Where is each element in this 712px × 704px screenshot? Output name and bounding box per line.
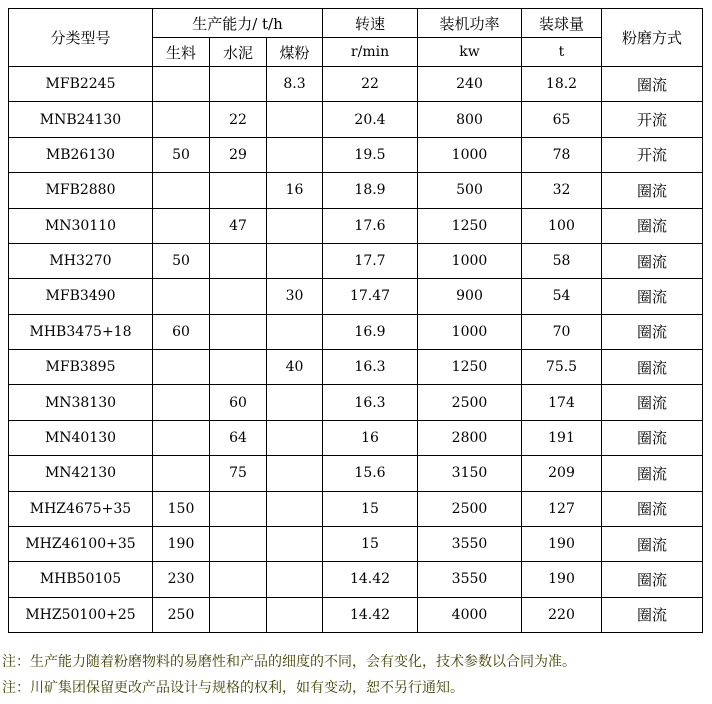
header-coal-powder: 煤粉 bbox=[267, 38, 323, 67]
table-row bbox=[9, 350, 703, 385]
cell-raw-material bbox=[153, 102, 210, 137]
cell-ball-load: 127 bbox=[522, 491, 602, 526]
cell-cement bbox=[210, 491, 267, 526]
cell-power: 4000 bbox=[418, 597, 522, 632]
cell-method: 圈流 bbox=[602, 67, 703, 102]
cell-ball-load: 78 bbox=[522, 137, 602, 172]
cell-model: MH3270 bbox=[9, 243, 153, 278]
cell-method: 圈流 bbox=[602, 491, 703, 526]
cell-method: 圈流 bbox=[602, 526, 703, 561]
cell-raw-material bbox=[153, 420, 210, 455]
table-row bbox=[9, 137, 703, 172]
cell-speed: 14.42 bbox=[323, 562, 418, 597]
cell-speed: 16 bbox=[323, 420, 418, 455]
cell-speed: 16.3 bbox=[323, 385, 418, 420]
cell-coal-powder: 16 bbox=[267, 173, 323, 208]
cell-ball-load: 75.5 bbox=[522, 350, 602, 385]
cell-cement: 29 bbox=[210, 137, 267, 172]
cell-power: 3550 bbox=[418, 526, 522, 561]
header-speed-unit: r/min bbox=[323, 38, 418, 67]
table-body bbox=[9, 67, 703, 633]
cell-coal-powder bbox=[267, 243, 323, 278]
cell-power: 2500 bbox=[418, 491, 522, 526]
cell-ball-load: 191 bbox=[522, 420, 602, 455]
cell-cement bbox=[210, 243, 267, 278]
spec-table bbox=[8, 8, 703, 633]
table-row bbox=[9, 597, 703, 632]
cell-model: MFB2245 bbox=[9, 67, 153, 102]
cell-power: 800 bbox=[418, 102, 522, 137]
table-row bbox=[9, 314, 703, 349]
cell-ball-load: 54 bbox=[522, 279, 602, 314]
cell-cement bbox=[210, 597, 267, 632]
cell-power: 1000 bbox=[418, 314, 522, 349]
cell-model: MHZ46100+35 bbox=[9, 526, 153, 561]
cell-speed: 17.6 bbox=[323, 208, 418, 243]
cell-model: MFB3895 bbox=[9, 350, 153, 385]
cell-cement bbox=[210, 562, 267, 597]
cell-raw-material: 50 bbox=[153, 137, 210, 172]
cell-power: 2500 bbox=[418, 385, 522, 420]
cell-ball-load: 65 bbox=[522, 102, 602, 137]
cell-speed: 16.3 bbox=[323, 350, 418, 385]
cell-raw-material bbox=[153, 385, 210, 420]
cell-speed: 15.6 bbox=[323, 456, 418, 491]
cell-power: 1250 bbox=[418, 208, 522, 243]
cell-coal-powder bbox=[267, 208, 323, 243]
footnote-capacity: 注：生产能力随着粉磨物料的易磨性和产品的细度的不同，会有变化，技术参数以合同为准。 bbox=[2, 654, 576, 670]
cell-model: MHZ4675+35 bbox=[9, 491, 153, 526]
cell-raw-material bbox=[153, 279, 210, 314]
cell-coal-powder bbox=[267, 314, 323, 349]
table-row bbox=[9, 279, 703, 314]
cell-cement: 60 bbox=[210, 385, 267, 420]
cell-method: 开流 bbox=[602, 102, 703, 137]
cell-speed: 17.7 bbox=[323, 243, 418, 278]
header-cement: 水泥 bbox=[210, 38, 267, 67]
cell-power: 1000 bbox=[418, 137, 522, 172]
header-capacity-group: 生产能力/ t/h bbox=[153, 9, 323, 38]
cell-cement bbox=[210, 314, 267, 349]
cell-coal-powder bbox=[267, 102, 323, 137]
table-row bbox=[9, 243, 703, 278]
cell-method: 圈流 bbox=[602, 562, 703, 597]
cell-speed: 18.9 bbox=[323, 173, 418, 208]
cell-ball-load: 190 bbox=[522, 526, 602, 561]
header-row-groups bbox=[9, 9, 703, 38]
table-row bbox=[9, 526, 703, 561]
cell-ball-load: 18.2 bbox=[522, 67, 602, 102]
cell-ball-load: 209 bbox=[522, 456, 602, 491]
cell-coal-powder bbox=[267, 456, 323, 491]
cell-ball-load: 70 bbox=[522, 314, 602, 349]
cell-method: 圈流 bbox=[602, 350, 703, 385]
cell-raw-material bbox=[153, 456, 210, 491]
header-raw-material: 生料 bbox=[153, 38, 210, 67]
cell-method: 圈流 bbox=[602, 279, 703, 314]
cell-speed: 16.9 bbox=[323, 314, 418, 349]
table-row bbox=[9, 456, 703, 491]
cell-raw-material bbox=[153, 67, 210, 102]
cell-cement: 22 bbox=[210, 102, 267, 137]
cell-cement bbox=[210, 173, 267, 208]
cell-speed: 14.42 bbox=[323, 597, 418, 632]
cell-power: 1000 bbox=[418, 243, 522, 278]
cell-speed: 22 bbox=[323, 67, 418, 102]
cell-coal-powder bbox=[267, 562, 323, 597]
cell-cement bbox=[210, 279, 267, 314]
cell-coal-powder bbox=[267, 491, 323, 526]
cell-raw-material: 250 bbox=[153, 597, 210, 632]
cell-method: 圈流 bbox=[602, 314, 703, 349]
header-ball-load: 装球量 bbox=[522, 9, 602, 38]
cell-model: MN38130 bbox=[9, 385, 153, 420]
table-row bbox=[9, 420, 703, 455]
cell-ball-load: 58 bbox=[522, 243, 602, 278]
cell-method: 圈流 bbox=[602, 173, 703, 208]
cell-method: 圈流 bbox=[602, 420, 703, 455]
cell-raw-material: 190 bbox=[153, 526, 210, 561]
cell-method: 圈流 bbox=[602, 597, 703, 632]
cell-raw-material bbox=[153, 173, 210, 208]
table-row bbox=[9, 385, 703, 420]
cell-method: 开流 bbox=[602, 137, 703, 172]
cell-model: MFB3490 bbox=[9, 279, 153, 314]
table-row bbox=[9, 173, 703, 208]
cell-ball-load: 174 bbox=[522, 385, 602, 420]
cell-cement: 64 bbox=[210, 420, 267, 455]
cell-coal-powder bbox=[267, 597, 323, 632]
cell-power: 2800 bbox=[418, 420, 522, 455]
cell-model: MNB24130 bbox=[9, 102, 153, 137]
cell-coal-powder bbox=[267, 526, 323, 561]
cell-raw-material: 230 bbox=[153, 562, 210, 597]
cell-model: MHB50105 bbox=[9, 562, 153, 597]
cell-power: 500 bbox=[418, 173, 522, 208]
cell-power: 3550 bbox=[418, 562, 522, 597]
cell-coal-powder: 8.3 bbox=[267, 67, 323, 102]
cell-model: MB26130 bbox=[9, 137, 153, 172]
cell-speed: 15 bbox=[323, 491, 418, 526]
cell-cement: 47 bbox=[210, 208, 267, 243]
header-method: 粉磨方式 bbox=[602, 9, 703, 67]
cell-method: 圈流 bbox=[602, 456, 703, 491]
cell-cement bbox=[210, 350, 267, 385]
cell-speed: 19.5 bbox=[323, 137, 418, 172]
footnotes bbox=[2, 649, 710, 701]
cell-method: 圈流 bbox=[602, 208, 703, 243]
table-row bbox=[9, 491, 703, 526]
cell-coal-powder bbox=[267, 385, 323, 420]
cell-method: 圈流 bbox=[602, 385, 703, 420]
cell-coal-powder: 40 bbox=[267, 350, 323, 385]
cell-model: MHZ50100+25 bbox=[9, 597, 153, 632]
table-row bbox=[9, 208, 703, 243]
cell-coal-powder bbox=[267, 420, 323, 455]
cell-power: 240 bbox=[418, 67, 522, 102]
header-power: 装机功率 bbox=[418, 9, 522, 38]
header-model: 分类型号 bbox=[9, 9, 153, 67]
cell-speed: 17.47 bbox=[323, 279, 418, 314]
cell-power: 1250 bbox=[418, 350, 522, 385]
cell-power: 900 bbox=[418, 279, 522, 314]
cell-model: MHB3475+18 bbox=[9, 314, 153, 349]
table-row bbox=[9, 562, 703, 597]
header-ball-load-unit: t bbox=[522, 38, 602, 67]
table-header bbox=[9, 9, 703, 67]
cell-cement bbox=[210, 67, 267, 102]
footnote-rights: 注：川矿集团保留更改产品设计与规格的权利，如有变动，恕不另行通知。 bbox=[2, 680, 464, 696]
cell-ball-load: 220 bbox=[522, 597, 602, 632]
cell-cement: 75 bbox=[210, 456, 267, 491]
cell-coal-powder: 30 bbox=[267, 279, 323, 314]
table-row bbox=[9, 67, 703, 102]
cell-speed: 15 bbox=[323, 526, 418, 561]
cell-model: MN40130 bbox=[9, 420, 153, 455]
cell-raw-material: 50 bbox=[153, 243, 210, 278]
cell-raw-material bbox=[153, 208, 210, 243]
cell-raw-material: 60 bbox=[153, 314, 210, 349]
cell-model: MN30110 bbox=[9, 208, 153, 243]
cell-ball-load: 32 bbox=[522, 173, 602, 208]
cell-speed: 20.4 bbox=[323, 102, 418, 137]
cell-raw-material: 150 bbox=[153, 491, 210, 526]
header-speed: 转速 bbox=[323, 9, 418, 38]
cell-model: MN42130 bbox=[9, 456, 153, 491]
cell-ball-load: 190 bbox=[522, 562, 602, 597]
cell-raw-material bbox=[153, 350, 210, 385]
cell-cement bbox=[210, 526, 267, 561]
cell-method: 圈流 bbox=[602, 243, 703, 278]
table-row bbox=[9, 102, 703, 137]
cell-power: 3150 bbox=[418, 456, 522, 491]
cell-model: MFB2880 bbox=[9, 173, 153, 208]
cell-coal-powder bbox=[267, 137, 323, 172]
header-power-unit: kw bbox=[418, 38, 522, 67]
cell-ball-load: 100 bbox=[522, 208, 602, 243]
